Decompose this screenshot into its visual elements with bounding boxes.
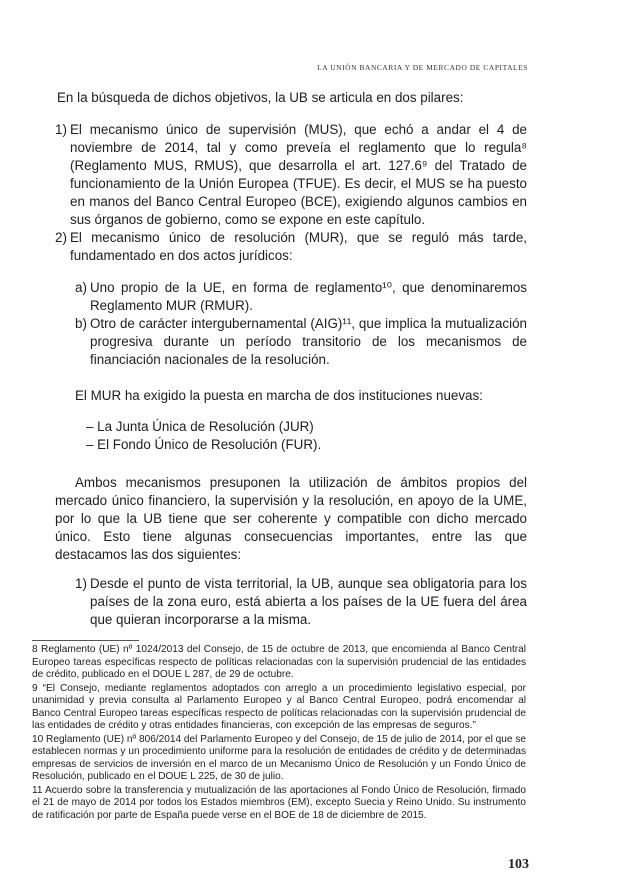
running-header: LA UNIÓN BANCARIA Y DE MERCADO DE CAPITALES bbox=[317, 63, 528, 72]
footnote-9: 9 “El Consejo, mediante reglamentos adoptados con arreglo a un procedimiento legislativo especial, por unanimidad y previa consulta al Parlamento Europeo y al Banco Central Europeo, podrá encomendar al Banco Central Europeo tareas específicas respecto de políticas relacionadas con la supervisión prudencial de las entidades de crédito y otras entidades financieras, con excepción de las empresas de seguros.” bbox=[32, 682, 526, 731]
consequence-text: Desde el punto de vista territorial, la UB, aunque sea obligatoria para los países de la zona euro, está abierta a los países de la UE fuera del área que quieran incorporarse a la misma. bbox=[90, 576, 527, 627]
institutions-list bbox=[86, 418, 527, 454]
intro-paragraph: En la búsqueda de dichos objetivos, la UB se articula en dos pilares: bbox=[57, 90, 464, 105]
mur-intro-paragraph: El MUR ha exigido la puesta en marcha de dos instituciones nuevas: bbox=[75, 388, 483, 403]
footnote-11: 11 Acuerdo sobre la transferencia y mutualización de las aportaciones al Fondo Único de Resolución, firmado el 21 de mayo de 2014 por todos los Estados miembros (EM), excepto Suecia y Reino Unido. Su instrumento de ratificación por parte de España puede verse en el BOE de 18 de diciembre de 2015. bbox=[32, 784, 526, 821]
footnote-10: 10 Reglamento (UE) nº 806/2014 del Parlamento Europeo y del Consejo, de 15 de julio de 2014, por el que se establecen normas y un procedimiento uniforme para la resolución de entidades de crédito y de determinadas empresas de servicios de inversión en el marco de un Mecanismo Único de Resolución y un Fondo Único de Resolución, publicado en el DOUE L 225, de 30 de julio. bbox=[32, 733, 526, 782]
pillar-number: 1) bbox=[55, 122, 67, 137]
act-text: Uno propio de la UE, en forma de reglamento¹⁰, que denominaremos Reglamento MUR (RMUR). bbox=[90, 280, 527, 313]
page-number: 103 bbox=[508, 857, 529, 872]
act-text: Otro de carácter intergubernamental (AIG)¹¹, que implica la mutualización progresiva durante un período transitorio de los mecanismos de financiación nacionales de la resolución. bbox=[90, 316, 527, 367]
legal-act-item-a bbox=[55, 279, 527, 315]
main-text bbox=[55, 89, 527, 629]
consequences-list bbox=[55, 575, 527, 629]
institution-item: – El Fondo Único de Resolución (FUR). bbox=[86, 437, 322, 452]
consequence-item-1 bbox=[55, 575, 527, 629]
pillar-text: El mecanismo único de resolución (MUR), que se reguló más tarde, fundamentado en dos actos jurídicos: bbox=[70, 230, 527, 263]
legal-acts-list bbox=[55, 279, 527, 369]
footnote-separator bbox=[32, 640, 139, 641]
footnote-8: 8 Reglamento (UE) nº 1024/2013 del Consejo, de 15 de octubre de 2013, que encomienda al Banco Central Europeo tareas específicas respecto de políticas relacionadas con la supervisión prudencial de las entidades de crédito, publicado en el DOUE L 287, de 29 de octubre. bbox=[32, 644, 526, 680]
consequences-paragraph: Ambos mecanismos presuponen la utilización de ámbitos propios del mercado único financiero, la supervisión y la resolución, en apoyo de la UME, por lo que la UB tiene que ser coherente y compatible con dicho mercado único. Esto tiene algunas consecuencias importantes, entre las que destacamos las dos siguientes: bbox=[55, 475, 527, 562]
legal-act-item-b bbox=[55, 315, 527, 369]
act-letter: a) bbox=[75, 280, 87, 295]
pillar-item-1 bbox=[55, 121, 527, 229]
pillars-list bbox=[55, 121, 527, 265]
pillar-item-2 bbox=[55, 229, 527, 265]
footnotes bbox=[32, 644, 526, 823]
pillar-text: El mecanismo único de supervisión (MUS), que echó a andar el 4 de noviembre de 2014, tal y como preveía el reglamento que lo regula⁸ (Reglamento MUS, RMUS), que desarrolla el art. 127.6⁹ del Tratado de funcionamiento de la Unión Europea (TFUE). Es decir, el MUS se ha puesto en manos del Banco Central Europeo (BCE), exigiendo algunos cambios en sus órganos de gobierno, como se expone en este capítulo. bbox=[70, 122, 527, 227]
pillar-number: 2) bbox=[55, 230, 67, 245]
act-letter: b) bbox=[75, 316, 87, 331]
consequence-number: 1) bbox=[75, 576, 87, 591]
institution-item: – La Junta Única de Resolución (JUR) bbox=[86, 419, 314, 434]
